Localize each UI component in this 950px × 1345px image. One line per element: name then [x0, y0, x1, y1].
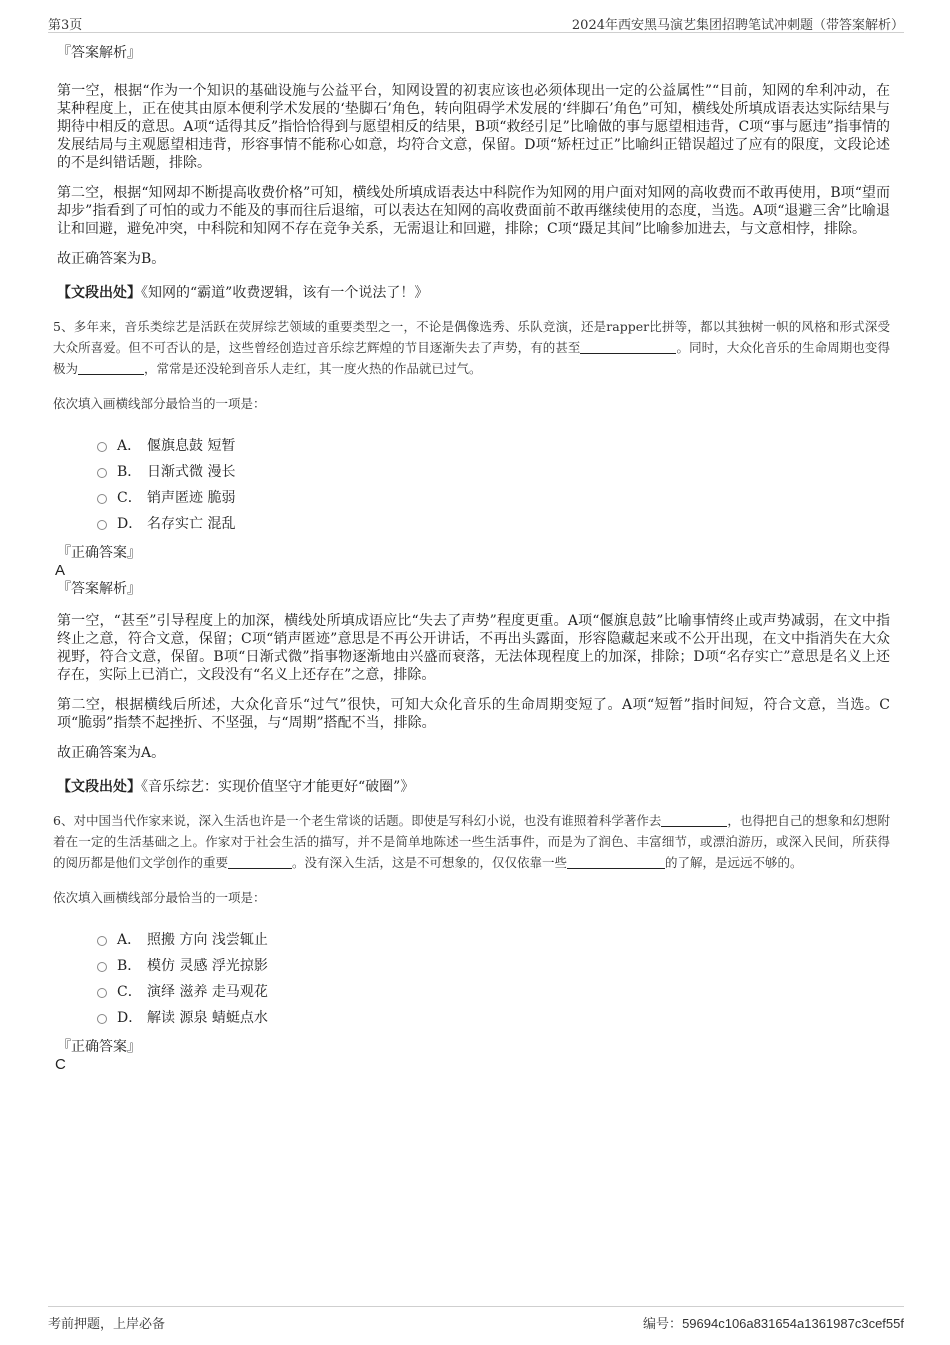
option-letter: B．: [117, 464, 142, 480]
page-number: 第3页: [48, 18, 83, 33]
question-5-prompt: 依次填入画横线部分最恰当的一项是：: [53, 396, 266, 411]
question-6-stem-part-1: 6、对中国当代作家来说，深入生活也许是一个老生常谈的话题。即使是写科幻小说，也没有谁照着科学著作去: [53, 813, 662, 828]
option-c[interactable]: [97, 484, 890, 510]
radio-button[interactable]: [97, 468, 107, 478]
question-6-options: [97, 926, 890, 1030]
option-text: 销声匿迹 脆弱: [147, 490, 236, 506]
option-a[interactable]: [97, 926, 890, 952]
question-6-stem-part-2: ，也得把自己的想象和幻想附着在一定的生活基础之上。作家对于社会生活的描写，并不是简单地陈述一些生活事件，而是为了润色、丰富细节，或漂泊游历，或深入民间，所获得的阅历都是他们文学创作的重要: [53, 813, 890, 870]
radio-button[interactable]: [97, 494, 107, 504]
correct-answer-label: 『正确答案』: [57, 545, 141, 561]
option-letter: C．: [117, 984, 142, 1000]
option-c[interactable]: [97, 978, 890, 1004]
conclusion: 故正确答案为B。: [57, 251, 166, 267]
radio-button[interactable]: [97, 442, 107, 452]
question-6-stem-part-3: 。没有深入生活，这是不可想象的，仅仅依靠一些: [292, 855, 568, 870]
source-title: 《知网的“霸道”收费逻辑，该有一个说法了！》: [141, 285, 429, 301]
option-letter: D．: [117, 1010, 143, 1026]
option-letter: C．: [117, 490, 142, 506]
question-6-stem-part-4: 的了解，是远远不够的。: [665, 855, 803, 870]
option-a[interactable]: [97, 432, 890, 458]
correct-answer: C: [55, 1056, 66, 1073]
analysis-paragraph-1: 第一空，根据“作为一个知识的基础设施与公益平台，知网设置的初衷应该也必须体现出一定的公益属性”“目前，知网的牟利冲动，在某种程度上，正在使其由原本便利学术发展的‘垫脚石’角色，转向阻碍学术发展的‘绊脚石’角色”可知，横线处所填成语表达实际结果与期待中相反的意思。A项“适得其反”指恰恰得到与愿望相反的结果，B项“救经引足”比喻做的事与愿望相违背，C项“事与愿违”指事情的发展结局与主观愿望相违背，形容事情不能称心如意，均符合文意，保留。D项“矫枉过正”比喻纠正错误超过了应有的限度，文段论述的不是纠错话题，排除。: [57, 83, 890, 171]
page-footer: [48, 1306, 904, 1332]
analysis-paragraph-2: 第二空，根据横线后所述，大众化音乐“过气”很快，可知大众化音乐的生命周期变短了。A项“短暂”指时间短，符合文意，当选。C项“脆弱”指禁不起挫折、不坚强，与“周期”搭配不当，排除。: [57, 697, 890, 731]
option-letter: B．: [117, 958, 142, 974]
option-d[interactable]: [97, 510, 890, 536]
page-header: [48, 12, 904, 33]
blank: [228, 854, 292, 869]
question-5-stem-part-1: 5、多年来，音乐类综艺是活跃在荧屏综艺领域的重要类型之一，不论是偶像选秀、乐队竞演，还是rapper比拼等，都以其独树一帜的风格和形式深受大众所喜爱。但不可否认的是，这些曾经创造过音乐综艺辉煌的节目逐渐失去了声势，有的甚至: [53, 319, 890, 355]
option-text: 演绎 滋养 走马观花: [147, 984, 268, 1000]
document-title: 2024年西安黑马演艺集团招聘笔试冲刺题（带答案解析）: [571, 18, 904, 33]
option-text: 名存实亡 混乱: [147, 516, 236, 532]
blank: [78, 360, 144, 375]
source-label: 【文段出处】: [57, 779, 141, 795]
source-title: 《音乐综艺：实现价值坚守才能更好“破圈”》: [141, 779, 415, 795]
option-text: 照搬 方向 浅尝辄止: [147, 932, 268, 948]
radio-button[interactable]: [97, 1014, 107, 1024]
answer-analysis-label: 『答案解析』: [57, 581, 141, 597]
question-5-stem-part-3: ，常常是还没轮到音乐人走红，其一度火热的作品就已过气。: [144, 361, 482, 376]
blank: [567, 854, 665, 869]
source-line: [57, 284, 890, 302]
blank: [580, 339, 676, 354]
option-b[interactable]: [97, 458, 890, 484]
option-d[interactable]: [97, 1004, 890, 1030]
question-5-options: [97, 432, 890, 536]
source-line: [57, 778, 890, 796]
source-label: 【文段出处】: [57, 285, 141, 301]
option-text: 模仿 灵感 浮光掠影: [147, 958, 268, 974]
document-code-label: 编号：: [643, 1317, 683, 1332]
option-text: 偃旗息鼓 短暂: [147, 438, 236, 454]
question-6-prompt: 依次填入画横线部分最恰当的一项是：: [53, 890, 266, 905]
question-6-stem: [53, 810, 890, 873]
correct-answer-label: 『正确答案』: [57, 1039, 141, 1055]
answer-analysis-label: 『答案解析』: [57, 45, 141, 61]
option-letter: A．: [117, 438, 142, 454]
blank: [661, 812, 727, 827]
option-text: 解读 源泉 蜻蜓点水: [147, 1010, 268, 1026]
option-letter: A．: [117, 932, 142, 948]
option-letter: D．: [117, 516, 143, 532]
main-content: [53, 44, 890, 1074]
option-text: 日渐式微 漫长: [147, 464, 236, 480]
radio-button[interactable]: [97, 962, 107, 972]
analysis-paragraph-1: 第一空，“甚至”引导程度上的加深，横线处所填成语应比“失去了声势”程度更重。A项“偃旗息鼓”比喻事情终止或声势减弱，在文中指终止之意，符合文意，保留；C项“销声匿迹”意思是不再公开讲话，不再出头露面，形容隐藏起来或不公开出现，在文中指消失在大众视野，符合文意，保留。B项“日渐式微”指事物逐渐地由兴盛而衰落，无法体现程度上的加深，排除；D项“名存实亡”意思是名义上还存在，实际上已消亡，文段没有“名义上还存在”之意，排除。: [57, 613, 890, 683]
document-code: [643, 1313, 904, 1332]
analysis-paragraph-2: 第二空，根据“知网却不断提高收费价格”可知，横线处所填成语表达中科院作为知网的用户面对知网的高收费而不敢再使用，B项“望而却步”指看到了可怕的或力不能及的事而往后退缩，可以表达在知网的高收费面前不敢再继续使用的态度，当选。A项“退避三舍”比喻退让和回避，避免冲突，中科院和知网不存在竞争关系，无需退让和回避，排除；C项“蹑足其间”比喻参加进去，与文意相悖，排除。: [57, 185, 890, 237]
question-5-stem-part-2: 。同时，大众化音乐的生命周期也变得极为: [53, 340, 890, 376]
footer-slogan: 考前押题，上岸必备: [48, 1317, 166, 1332]
correct-answer: A: [55, 562, 66, 579]
radio-button[interactable]: [97, 936, 107, 946]
radio-button[interactable]: [97, 988, 107, 998]
conclusion: 故正确答案为A。: [57, 745, 166, 761]
question-5-stem: [53, 316, 890, 379]
radio-button[interactable]: [97, 520, 107, 530]
document-code-value: 59694c106a831654a1361987c3cef55f: [682, 1316, 904, 1331]
option-b[interactable]: [97, 952, 890, 978]
